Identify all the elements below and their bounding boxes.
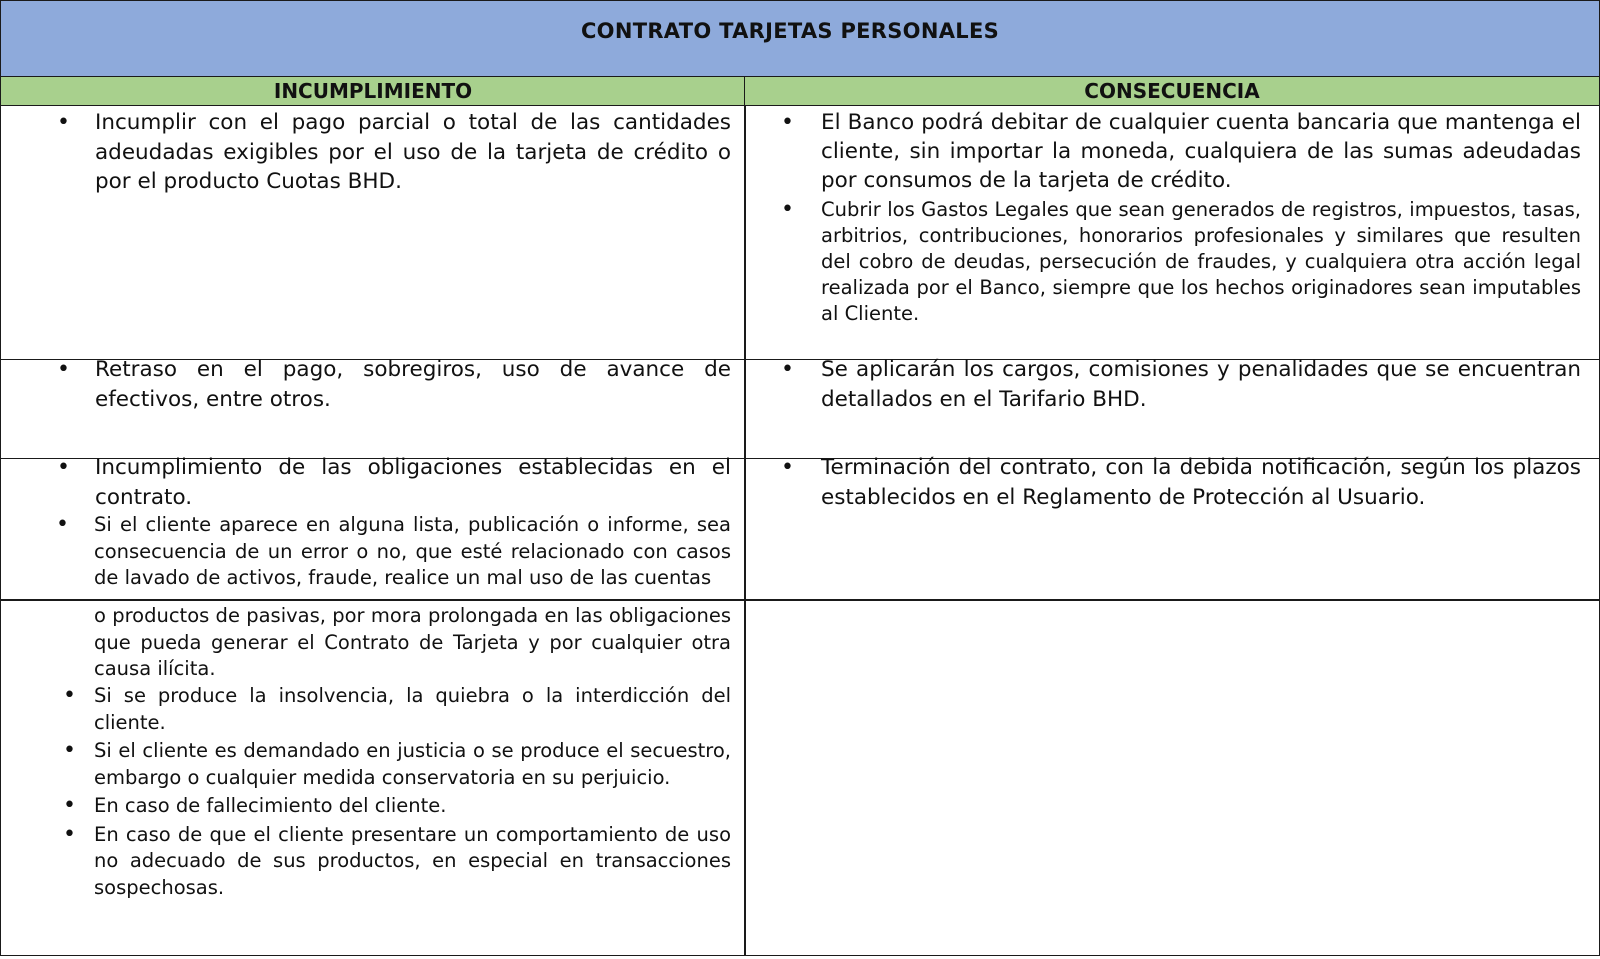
row-3-incumplimiento-cell [0, 455, 746, 600]
table-title-bar [0, 0, 1600, 77]
row-4-continuation-text: o productos de pasivas, por mora prolongada en las obligaciones que pueda generar el Contrato de Tarjeta y por cualquier otra causa ilícita. [94, 604, 731, 680]
row-2-consecuencia-cell [744, 357, 1600, 459]
list-item: • Terminación del contrato, con la debida notificación, según los plazos establecidos en el Reglamento de Protección al Usuario. [821, 453, 1581, 512]
row-4-incumplimiento-cell [0, 600, 746, 956]
row-3-consecuencia-cell [744, 455, 1600, 600]
row-4-consecuencia-cell [744, 600, 1600, 956]
list-item: • Incumplimiento de las obligaciones establecidas en el contrato. [95, 453, 731, 512]
row-4-incumplimiento-list [94, 683, 731, 901]
header-consecuencia-label: CONSECUENCIA [1084, 79, 1260, 103]
row-1-incumplimiento-list [95, 108, 731, 197]
row-1-consecuencia-cell [744, 106, 1600, 360]
row-1-consecuencia-list [821, 108, 1581, 327]
list-item: • Incumplir con el pago parcial o total de las cantidades adeudadas exigibles por el uso de la tarjeta de crédito o por el producto Cuotas BHD. [95, 108, 731, 197]
row-3-incumplimiento-list [95, 453, 731, 592]
list-item: • Si se produce la insolvencia, la quiebra o la interdicción del cliente. [94, 683, 731, 736]
row-2-consecuencia-list [821, 355, 1581, 414]
list-item: • El Banco podrá debitar de cualquier cuenta bancaria que mantenga el cliente, sin importar la moneda, cualquiera de las sumas adeudadas por consumos de la tarjeta de crédito. [821, 108, 1581, 195]
row-3-consecuencia-list [821, 453, 1581, 512]
list-item: • Si el cliente aparece en alguna lista, publicación o informe, sea consecuencia de un error o no, que esté relacionado con casos de lavado de activos, fraude, realice un mal uso de las cuentas [94, 512, 731, 592]
header-incumplimiento [0, 77, 746, 106]
row-1-incumplimiento-cell [0, 106, 746, 360]
list-item: • Se aplicarán los cargos, comisiones y penalidades que se encuentran detallados en el Tarifario BHD. [821, 355, 1581, 414]
header-incumplimiento-label: INCUMPLIMIENTO [273, 79, 473, 103]
table-title: CONTRATO TARJETAS PERSONALES [580, 18, 1000, 43]
header-consecuencia [744, 77, 1600, 106]
list-item: • En caso de que el cliente presentare un comportamiento de uso no adecuado de sus productos, en especial en transacciones sospechosas. [94, 822, 731, 902]
row-2-incumplimiento-list [95, 355, 731, 414]
list-item: • Si el cliente es demandado en justicia o se produce el secuestro, embargo o cualquier medida conservatoria en su perjuicio. [94, 738, 731, 791]
list-item: • Retraso en el pago, sobregiros, uso de avance de efectivos, entre otros. [95, 355, 731, 414]
list-item: • Cubrir los Gastos Legales que sean generados de registros, impuestos, tasas, arbitrios, contribuciones, honorarios profesionales y similares que resulten del cobro de deudas, persecución de fraudes, y cualquiera otra acción legal realizada por el Banco, siempre que los hechos originadores sean imputables al Cliente. [821, 197, 1581, 327]
list-item: • En caso de fallecimiento del cliente. [94, 793, 731, 820]
row-2-incumplimiento-cell [0, 357, 746, 459]
